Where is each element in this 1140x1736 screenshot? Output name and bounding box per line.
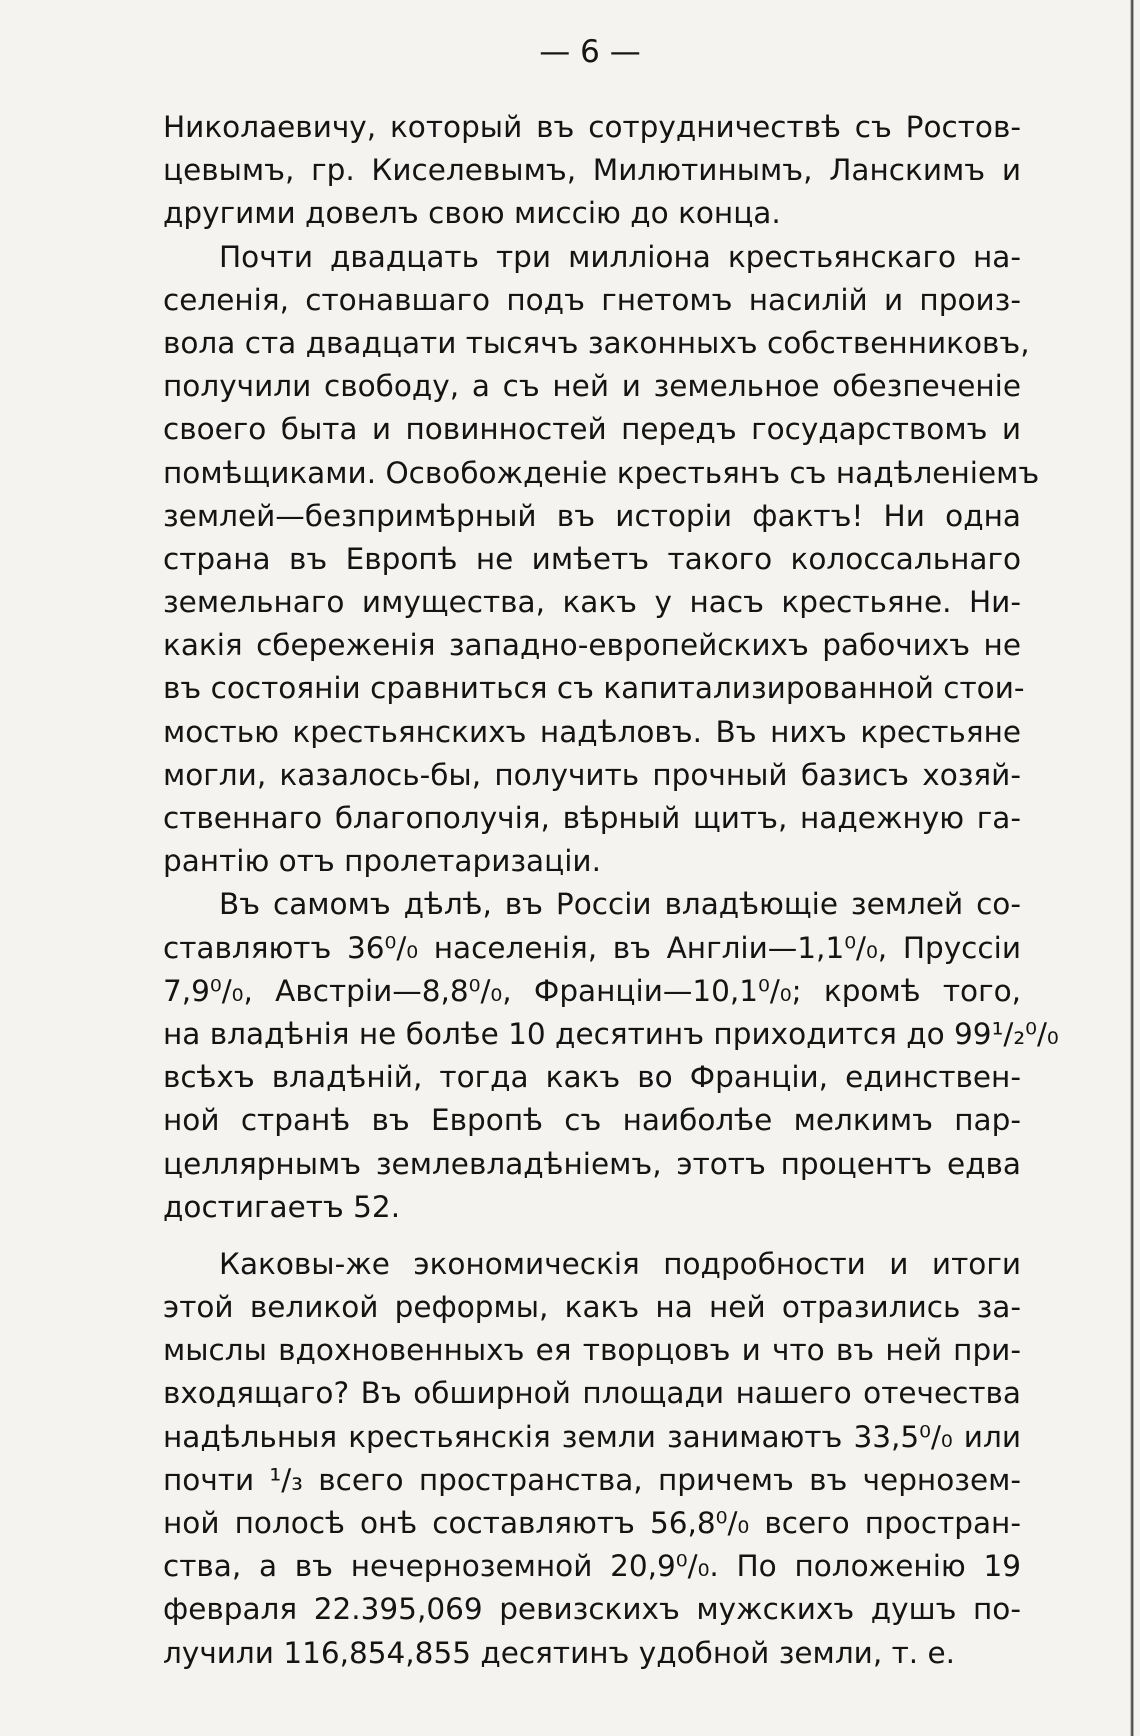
text-line: вола ста двадцати тысячъ законныхъ собственниковъ, (163, 325, 1030, 360)
text-line: ства, а въ нечерноземной 20,9⁰/₀. По положенію 19 (163, 1549, 1021, 1584)
text-line: селенія, стонавшаго подъ гнетомъ насилій и произ- (163, 282, 1021, 317)
text-line: февраля 22.395,069 ревизскихъ мужскихъ душъ по- (163, 1592, 1021, 1627)
text-line: всѣхъ владѣній, тогда какъ во Франціи, единствен- (163, 1060, 1021, 1095)
paragraph (163, 883, 1059, 1229)
page-number: — 6 — (539, 34, 641, 70)
text-line: этой великой реформы, какъ на ней отразились за- (163, 1290, 1021, 1325)
text-line: мыслы вдохновенныхъ ея творцовъ и что въ ней при- (163, 1333, 1021, 1368)
text-line: могли, казалось-бы, получить прочный базисъ хозяй- (163, 757, 1021, 792)
text-line: въ состояніи сравниться съ капитализированной стои- (163, 671, 1025, 706)
text-line: какія сбереженія западно-европейскихъ рабочихъ не (163, 628, 1021, 663)
paragraph (163, 236, 1040, 884)
text-line: на владѣнія не болѣе 10 десятинъ приходится до 99¹/₂⁰/₀ (163, 1016, 1059, 1051)
text-line: 7,9⁰/₀, Австріи—8,8⁰/₀, Франціи—10,1⁰/₀; кромѣ того, (163, 973, 1021, 1008)
text-line: ной полосѣ онѣ составляютъ 56,8⁰/₀ всего простран- (163, 1506, 1021, 1540)
text-line: землей—безпримѣрный въ исторіи фактъ! Ни одна (163, 498, 1021, 533)
text-line: входящаго? Въ обширной площади нашего отечества (163, 1376, 1021, 1411)
text-line: целлярнымъ землевладѣніемъ, этотъ процентъ едва (163, 1146, 1021, 1181)
text-line: Почти двадцать три милліона крестьянскаго на- (219, 239, 1021, 274)
book-spine-edge (1130, 0, 1134, 1736)
paragraph (163, 106, 1021, 236)
text-line: достигаетъ 52. (163, 1189, 401, 1224)
paragraph-gap (163, 1229, 1021, 1243)
text-line: цевымъ, гр. Киселевымъ, Милютинымъ, Ланскимъ и (163, 153, 1021, 188)
text-line: надѣльныя крестьянскія земли занимаютъ 33,5⁰/₀ или (163, 1419, 1021, 1454)
text-line: почти ¹/₃ всего пространства, причемъ въ чернозем- (163, 1462, 1021, 1497)
text-line: рантію отъ пролетаризаціи. (163, 844, 601, 879)
text-line: ставляютъ 36⁰/₀ населенія, въ Англіи—1,1⁰/₀, Пруссіи (163, 930, 1021, 965)
paragraph (163, 1243, 1021, 1675)
text-line: получили свободу, а съ ней и земельное обезпеченіе (163, 369, 1021, 404)
text-line: страна въ Европѣ не имѣетъ такого колоссальнаго (163, 541, 1021, 576)
text-line: Каковы-же экономическія подробности и итоги (219, 1246, 1021, 1281)
text-line: своего быта и повинностей передъ государствомъ и (163, 412, 1021, 447)
body-text (163, 106, 1059, 1675)
text-line: помѣщиками. Освобожденіе крестьянъ съ надѣленіемъ (163, 455, 1040, 490)
text-line: другими довелъ свою миссію до конца. (163, 196, 781, 231)
text-line: ственнаго благополучія, вѣрный щитъ, надежную га- (163, 801, 1021, 835)
text-line: Николаевичу, который въ сотрудничествѣ съ Ростов- (163, 110, 1021, 144)
text-line: земельнаго имущества, какъ у насъ крестьяне. Ни- (163, 585, 1021, 620)
text-line: Въ самомъ дѣлѣ, въ Россіи владѣющіе землей со- (219, 887, 1021, 922)
text-line: ной странѣ въ Европѣ съ наиболѣе мелкимъ пар- (163, 1103, 1021, 1138)
text-line: лучили 116,854,855 десятинъ удобной земли, т. е. (163, 1635, 956, 1670)
text-line: мостью крестьянскихъ надѣловъ. Въ нихъ крестьяне (163, 714, 1021, 749)
